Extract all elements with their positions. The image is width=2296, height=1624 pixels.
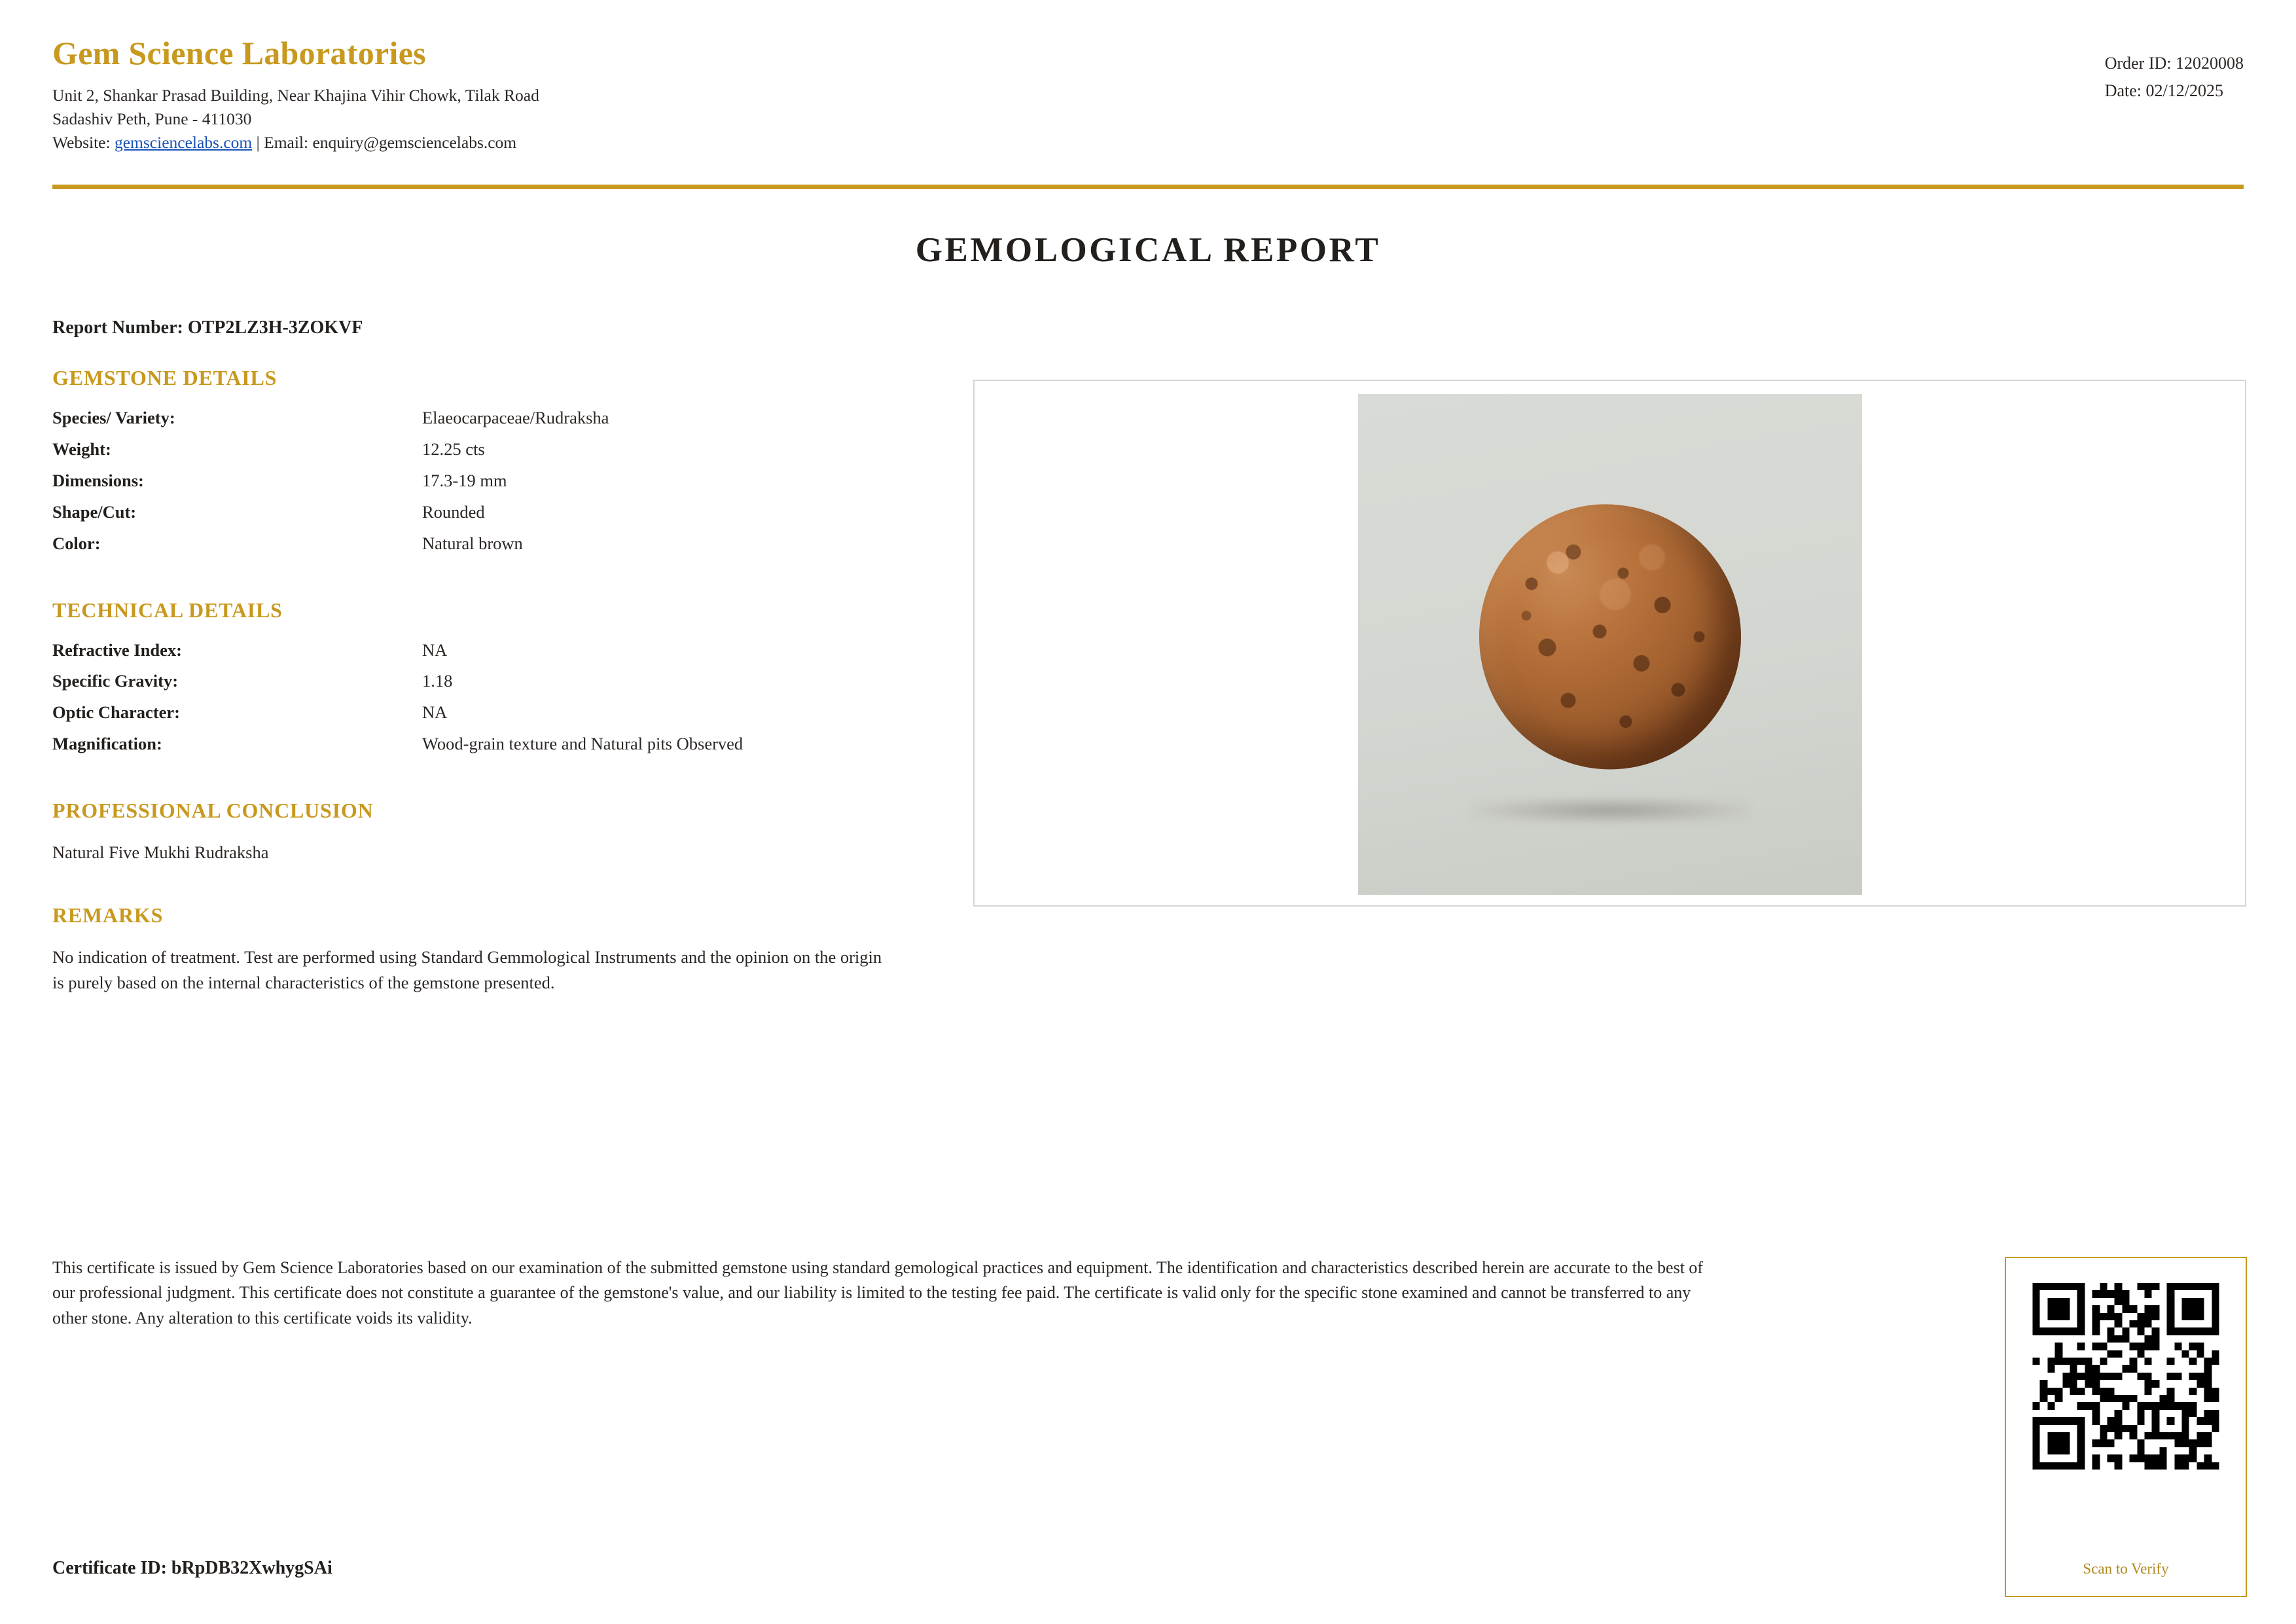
row-key: Magnification: [52,734,162,754]
rudraksha-bead [1479,504,1741,769]
disclaimer-text: This certificate is issued by Gem Science Laboratories based on our examination of the submitted gemstone using standard gemological practices and equipment. The identification and characteristics described herein are accurate to the best of our professional judgment. This certificate does not constitute a guarantee of the gemstone's value, and our liability is limited to the testing fee paid. The certificate is valid only for the specific stone examined and cannot be transferred to any other stone. Any alteration to this certificate voids its validity. [52,1258,1704,1327]
remarks-text: No indication of treatment. Test are performed using Standard Gemmological Instruments and the opinion on the origin is purely based on the internal characteristics of the gemstone presented. [52,947,882,992]
remarks-heading: REMARKS [52,903,164,927]
qr-verification-box[interactable] [2005,1257,2247,1597]
website-link[interactable]: gemsciencelabs.com [114,133,253,153]
spacer [52,865,956,903]
row-key: Optic Character: [52,702,180,723]
report-number: Report Number: OTP2LZ3H-3ZOKVF [52,317,363,338]
row-value: NA [422,640,448,660]
document-header [52,34,2244,185]
table-row [52,470,956,501]
gemstone-details-table [52,407,956,564]
row-key: Color: [52,533,101,553]
row-value: Elaeocarpaceae/Rudraksha [422,408,609,427]
qr-caption: Scan to Verify [2083,1561,2169,1577]
gemstone-photo [1358,394,1862,895]
qr-code-icon [2033,1283,2219,1470]
order-id: Order ID: 12020008 [2104,54,2244,73]
gemstone-details-heading: GEMSTONE DETAILS [52,366,278,389]
table-row [52,407,956,439]
table-row [52,640,956,671]
row-value: 1.18 [422,671,453,691]
professional-conclusion-heading: PROFESSIONAL CONCLUSION [52,799,374,823]
email-text: | Email: enquiry@gemsciencelabs.com [252,133,517,153]
row-key: Weight: [52,439,111,459]
spacer [52,564,956,598]
technical-details-table [52,640,956,765]
table-row [52,439,956,470]
contact-line [52,131,2244,154]
header-divider [52,185,2244,189]
row-value: Natural brown [422,533,523,553]
table-row [52,733,956,765]
technical-details-heading: TECHNICAL DETAILS [52,598,283,622]
photo-shadow [1469,797,1751,824]
certificate-id: Certificate ID: bRpDB32XwhygSAi [52,1558,332,1578]
row-value: NA [422,702,448,723]
row-value: Rounded [422,501,485,522]
row-key: Refractive Index: [52,640,182,660]
spacer [52,765,956,799]
row-key: Species/ Variety: [52,408,175,427]
address-line-1: Unit 2, Shankar Prasad Building, Near Khajina Vihir Chowk, Tilak Road [52,86,539,105]
row-key: Shape/Cut: [52,501,137,522]
address-line-2: Sadashiv Peth, Pune - 411030 [52,109,252,129]
table-row [52,533,956,564]
gemstone-image-panel [973,380,2246,907]
table-row [52,501,956,533]
page-title: GEMOLOGICAL REPORT [915,231,1381,269]
table-row [52,670,956,702]
row-value: 12.25 cts [422,439,485,459]
row-value: 17.3-19 mm [422,470,507,490]
website-label: Website: [52,133,115,153]
professional-conclusion-text: Natural Five Mukhi Rudraksha [52,842,269,863]
order-info [2105,50,2244,105]
row-key: Specific Gravity: [52,671,179,691]
details-column [52,317,956,995]
row-key: Dimensions: [52,470,144,490]
table-row [52,702,956,733]
row-value: Wood-grain texture and Natural pits Observed [422,734,744,754]
lab-name: Gem Science Laboratories [52,35,426,71]
order-date: Date: 02/12/2025 [2104,81,2223,101]
